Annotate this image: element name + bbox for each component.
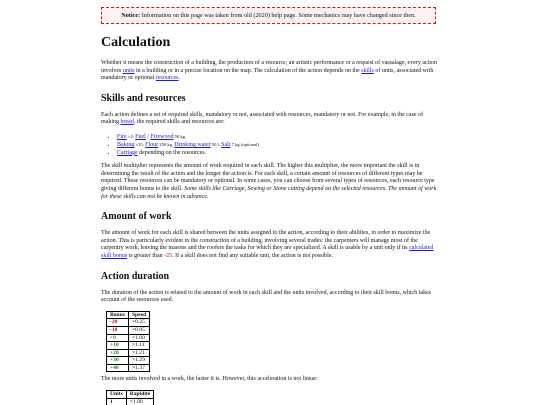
baking-skill-link[interactable]: Baking (117, 142, 135, 149)
speed-value: ×1.21 (128, 349, 149, 357)
drinking-water-link[interactable]: Drinking water (174, 142, 211, 149)
duration-paragraph: The duration of the action is related to the amount of work in each skill and the units involved, according to their skill bonus, which takes account of the resources used. (101, 289, 432, 304)
notice-text: Information on this page was taken from old (2020) help page. Some mechanics may have changed since then. (140, 12, 416, 19)
skills-paragraph (101, 112, 441, 127)
bread-link[interactable]: bread (120, 119, 134, 126)
intro-text-4: . (178, 75, 180, 82)
bonus-column-header: Bonus (107, 311, 129, 319)
bonus-value: +30 (107, 357, 129, 365)
units-speed-table (106, 390, 154, 405)
units-paragraph: The more units involved in a work, the faster it is. However, this acceleration is not linear: (101, 376, 318, 383)
table-row (107, 357, 150, 365)
units-table-header-row (107, 391, 154, 399)
salt-link[interactable]: Salt (221, 142, 231, 149)
table-row (107, 334, 150, 342)
calculated-skill-bonus-link[interactable]: calculated skill bonus (101, 245, 434, 259)
work-text-3: . If a skill does not find any suitable unit, the action is not possible. (172, 252, 333, 259)
bonus-value: -20 (107, 319, 129, 327)
intro-text-1: Whether it means the construction of a building, the production of a resource, an artistic performance or a request of vassalage, every action involves (101, 60, 438, 74)
units-link[interactable]: units (122, 67, 135, 74)
firewood-quantity: 50 kg. (173, 133, 187, 139)
speed-value: ×1.29 (128, 357, 149, 365)
table-row (107, 319, 150, 327)
carriage-skill-link[interactable]: Carriage (117, 149, 138, 156)
article-content (101, 30, 441, 405)
speed-value: ×1.00 (128, 334, 149, 342)
work-text-1: The amount of work for each skill is shared between the units assigned to the action, according to their abilities, in order to maximize the action. This is particularly evident in the construction of a building, involving several trades: the carpenters will manage most of the carpentry work, leaving the masons and the roofers the tasks for which they are specialized. A skill is usable by a unit only if its (101, 230, 431, 252)
bonus-speed-table (106, 311, 150, 373)
fuel-link[interactable]: Fuel (135, 133, 146, 140)
bonus-value: +40 (107, 364, 129, 372)
work-text-2: is greater than (127, 252, 165, 259)
skill-item-carriage (117, 150, 441, 157)
notice-label: Notice: (121, 12, 141, 19)
threshold-value: -25 (164, 252, 173, 259)
table-row (107, 342, 150, 350)
table-row (107, 398, 154, 405)
skills-heading: Skills and resources (101, 92, 186, 104)
speed-column-header: Speed (128, 311, 149, 319)
fire-multiplier: ×2: (126, 133, 136, 139)
units-value: 1 (107, 398, 127, 405)
speed-value: ×0.85 (128, 326, 149, 334)
table-row (107, 364, 150, 372)
work-heading: Amount of work (101, 211, 172, 223)
multiplier-note: Some skills like Carriage, Sewing or Stone cutting depend on the selected resources. The amount of work for these skills can not be known in advance. (101, 185, 437, 200)
firewood-link[interactable]: Firewood (150, 133, 174, 140)
flour-link[interactable]: Flour (145, 142, 159, 149)
speed-value: ×1.11 (128, 342, 149, 350)
skills-text-1: Each action defines a set of required skills, mandatory or not, associated with resources, mandatory or not. For example, in the case of making (101, 111, 424, 126)
table-row (107, 326, 150, 334)
skills-text-2: , the required skills and resources are: (133, 119, 225, 126)
table-row (107, 349, 150, 357)
resource-separator: / (145, 133, 151, 140)
resources-link[interactable]: resources (155, 75, 179, 82)
multiplier-text: The skill multiplier represents the amount of work required in each skill. The higher this multiplier, the more important the skill is in determining the result of the action and the longer the action is. For each skill, a certain amount of resources of different types may be required. These resources can be mandatory or optional. In some cases, you can choose from several types of resources, each resource type giving different bonus to the skill. (101, 163, 435, 192)
bonus-value: -10 (107, 326, 129, 334)
carriage-text: depending on the resources. (137, 149, 207, 156)
skill-item-fire (117, 133, 441, 141)
bonus-value: +20 (107, 349, 129, 357)
skills-link[interactable]: skills (361, 67, 374, 74)
flour-quantity: 250 kg, (158, 142, 175, 148)
speed-value: ×0.25 (128, 319, 149, 327)
multiplier-paragraph (101, 163, 441, 201)
intro-text-2: in a building or in a precise location on the map. The calculation of the action depends on the (134, 67, 362, 74)
page-title: Calculation (101, 35, 171, 50)
bonus-value: +10 (107, 342, 129, 350)
bonus-table-body (107, 319, 150, 372)
salt-quantity: 7 kg (optional). (230, 142, 261, 148)
rapidite-column-header: Rapidité (126, 391, 154, 399)
bonus-value: +0 (107, 334, 129, 342)
bonus-table-header-row (107, 311, 150, 319)
skill-item-baking (117, 141, 441, 149)
intro-text-3: of units, associated with mandatory or optional (101, 67, 434, 82)
rapidite-value: ×1.00 (126, 398, 154, 405)
water-quantity: 50 l, (210, 142, 222, 148)
units-table-body (107, 398, 154, 405)
intro-paragraph (101, 60, 441, 83)
speed-value: ×1.37 (128, 364, 149, 372)
work-paragraph (101, 230, 441, 260)
units-column-header: Units (107, 391, 127, 399)
baking-multiplier: ×25: (134, 142, 146, 148)
notice-banner (101, 7, 436, 24)
skills-list (101, 133, 441, 157)
fire-skill-link[interactable]: Fire (117, 133, 127, 140)
duration-heading: Action duration (101, 270, 170, 282)
